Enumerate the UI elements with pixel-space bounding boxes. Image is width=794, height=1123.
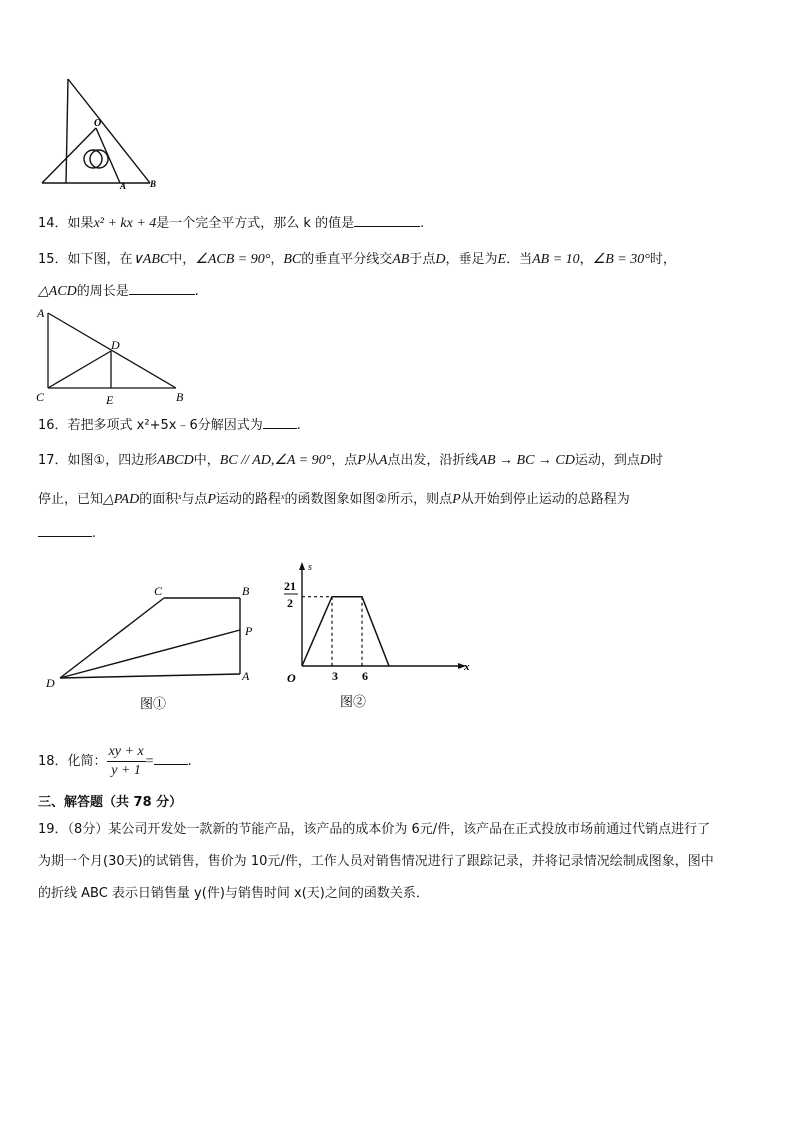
x-tick-6: 6 — [362, 669, 368, 683]
label-p: P — [245, 624, 253, 638]
graph-line — [302, 597, 389, 666]
answer-blank — [154, 750, 188, 765]
caption-figure-2: 图② — [340, 694, 367, 709]
section-3-title: 三、解答题（共 78 分） — [38, 795, 183, 810]
answer-blank — [263, 414, 297, 429]
label-b: B — [242, 584, 250, 598]
label-e: E — [106, 393, 114, 405]
x-tick-3: 3 — [332, 669, 338, 683]
question-19-line-1: 19．（8分）某公司开发处一款新的节能产品，该产品的成本价为 6元/件，该产品在正式投放市场前通过代销点进行了 — [38, 822, 711, 837]
label-d: D — [46, 676, 55, 690]
label-b: B — [176, 390, 184, 404]
axis-label-s: s — [308, 562, 312, 573]
answer-blank — [354, 212, 420, 227]
answer-blank — [129, 280, 195, 295]
label-b: B — [150, 179, 157, 189]
y-tick-denominator: 2 — [287, 596, 293, 610]
question-17-line-2: 停止，已知△PAD的面积$^s$与点P运动的路程$^x$的函数图象如图②所示，则点P从开始到停止运动的总路程为 — [38, 492, 630, 507]
question-15-line-2: △ACD的周长是 . — [38, 280, 199, 302]
question-17-line-1: 17．如图①，四边形ABCD中，BC // AD,∠A = 90°，点P从A点出发，沿折线AB → BC → CD运动，到点D时 — [38, 453, 664, 468]
question-19-line-3: 的折线 ABC 表示日销售量 y(件)与销售时间 x(天)之间的函数关系． — [38, 886, 429, 901]
figure-q15-triangle — [34, 305, 194, 405]
axis-label-x: x — [464, 661, 470, 673]
question-17-line-3: . — [38, 522, 96, 544]
label-a: A — [37, 306, 45, 320]
question-14: 14．如果x² + kx + 4是一个完全平方式，那么 k 的值是 . — [38, 212, 424, 234]
question-15-line-1: 15．如下图，在∨ABC中，∠ACB = 90°，BC的垂直平分线交AB于点D，垂足为E．当AB = 10，∠B = 30°时， — [38, 252, 676, 267]
y-tick-numerator: 21 — [284, 579, 296, 593]
answer-blank — [38, 522, 92, 537]
caption-figure-1: 图① — [140, 696, 167, 711]
question-16: 16．若把多项式 x²+5x﹣6分解因式为 . — [38, 414, 301, 436]
question-19-line-2: 为期一个月(30天)的试销售，售价为 10元/件，工作人员对销售情况进行了跟踪记录，并将记录情况绘制成图象，图中 — [38, 854, 714, 869]
label-c: C — [154, 584, 163, 598]
figure-1-trapezoid — [40, 580, 270, 715]
figure-2-graph — [278, 560, 478, 715]
label-d: D — [111, 338, 120, 352]
label-a: A — [120, 181, 127, 190]
fraction: $\frac{xy + x}{y + 1}$ — [108, 744, 144, 778]
label-o: O — [94, 118, 102, 129]
label-c: C — [36, 390, 45, 404]
label-a: A — [242, 669, 250, 683]
figure-triangle-circle — [36, 75, 166, 190]
origin-label: O — [287, 671, 296, 685]
question-18: 18．化简： $\frac{xy + x}{y + 1}$ = . — [38, 744, 192, 778]
